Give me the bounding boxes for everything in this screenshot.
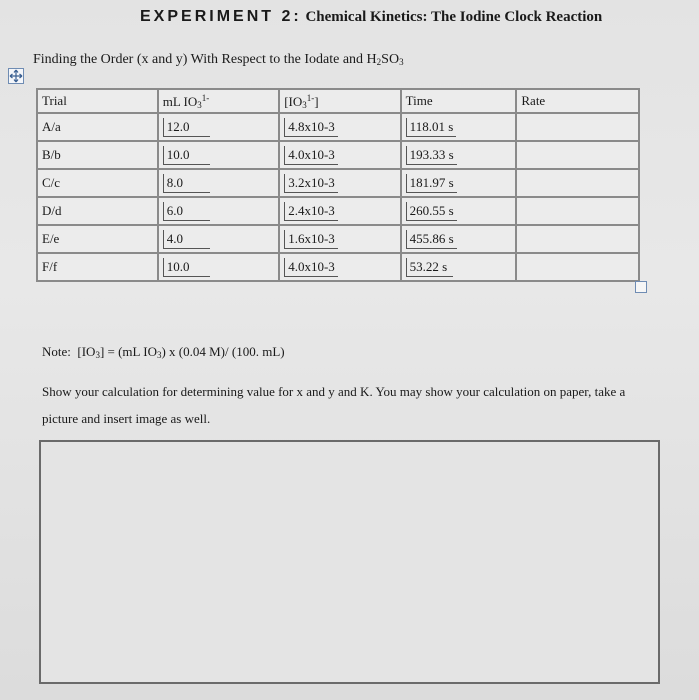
cell-time[interactable]: 53.22 s xyxy=(401,253,517,281)
header-iodate-concentration: $[IO_3^{1-}]$ xyxy=(279,89,400,113)
data-table xyxy=(36,88,640,282)
table-row xyxy=(37,225,639,253)
header-rate: Rate xyxy=(516,89,639,113)
table-row xyxy=(37,141,639,169)
cell-concentration[interactable]: 4.0x10-3 xyxy=(279,253,400,281)
table-row xyxy=(37,169,639,197)
cell-rate[interactable] xyxy=(516,113,639,141)
cell-ml[interactable]: 10.0 xyxy=(158,253,279,281)
section-subtitle: Finding the Order (x and y) With Respect to the Iodate and $H_2SO_3$ xyxy=(33,52,404,67)
header-ml-iodate: mL $IO_3^{1-}$ xyxy=(158,89,279,113)
answer-text-box[interactable] xyxy=(39,440,660,684)
move-arrows-icon[interactable] xyxy=(8,68,24,84)
cell-trial[interactable]: C/c xyxy=(37,169,158,197)
table-row xyxy=(37,253,639,281)
cell-time[interactable]: 455.86 s xyxy=(401,225,517,253)
cell-ml[interactable]: 4.0 xyxy=(158,225,279,253)
cell-concentration[interactable]: 4.0x10-3 xyxy=(279,141,400,169)
formula-note: Note: $[IO_3] = (mL$ $IO_3$) x (0.04 M)/ (100. mL) xyxy=(42,344,285,360)
table-row xyxy=(37,113,639,141)
cell-trial[interactable]: A/a xyxy=(37,113,158,141)
table-row xyxy=(37,197,639,225)
cell-ml[interactable]: 10.0 xyxy=(158,141,279,169)
cell-rate[interactable] xyxy=(516,225,639,253)
cell-ml[interactable]: 12.0 xyxy=(158,113,279,141)
note-label: Note: xyxy=(42,344,71,359)
cell-time[interactable]: 260.55 s xyxy=(401,197,517,225)
cell-ml[interactable]: 8.0 xyxy=(158,169,279,197)
resize-handle-icon[interactable] xyxy=(635,281,647,293)
cell-trial[interactable]: E/e xyxy=(37,225,158,253)
header-trial: Trial xyxy=(37,89,158,113)
cell-rate[interactable] xyxy=(516,169,639,197)
cell-time[interactable]: 193.33 s xyxy=(401,141,517,169)
cell-trial[interactable]: B/b xyxy=(37,141,158,169)
cell-concentration[interactable]: 4.8x10-3 xyxy=(279,113,400,141)
cell-ml[interactable]: 6.0 xyxy=(158,197,279,225)
cell-rate[interactable] xyxy=(516,197,639,225)
cell-concentration[interactable]: 3.2x10-3 xyxy=(279,169,400,197)
cell-trial[interactable]: F/f xyxy=(37,253,158,281)
instructions-text: Show your calculation for determining value for x and y and K. You may show your calculation on paper, take a picture and insert image as well. xyxy=(42,384,626,426)
cell-rate[interactable] xyxy=(516,141,639,169)
cell-time[interactable]: 181.97 s xyxy=(401,169,517,197)
cell-trial[interactable]: D/d xyxy=(37,197,158,225)
title-prefix: EXPERIMENT 2: xyxy=(140,8,302,25)
cell-time[interactable]: 118.01 s xyxy=(401,113,517,141)
cell-rate[interactable] xyxy=(516,253,639,281)
cell-concentration[interactable]: 2.4x10-3 xyxy=(279,197,400,225)
page-title xyxy=(140,8,602,26)
header-time: Time xyxy=(401,89,517,113)
cell-concentration[interactable]: 1.6x10-3 xyxy=(279,225,400,253)
table-header-row xyxy=(37,89,639,113)
title-text: Chemical Kinetics: The Iodine Clock Reaction xyxy=(305,9,603,25)
